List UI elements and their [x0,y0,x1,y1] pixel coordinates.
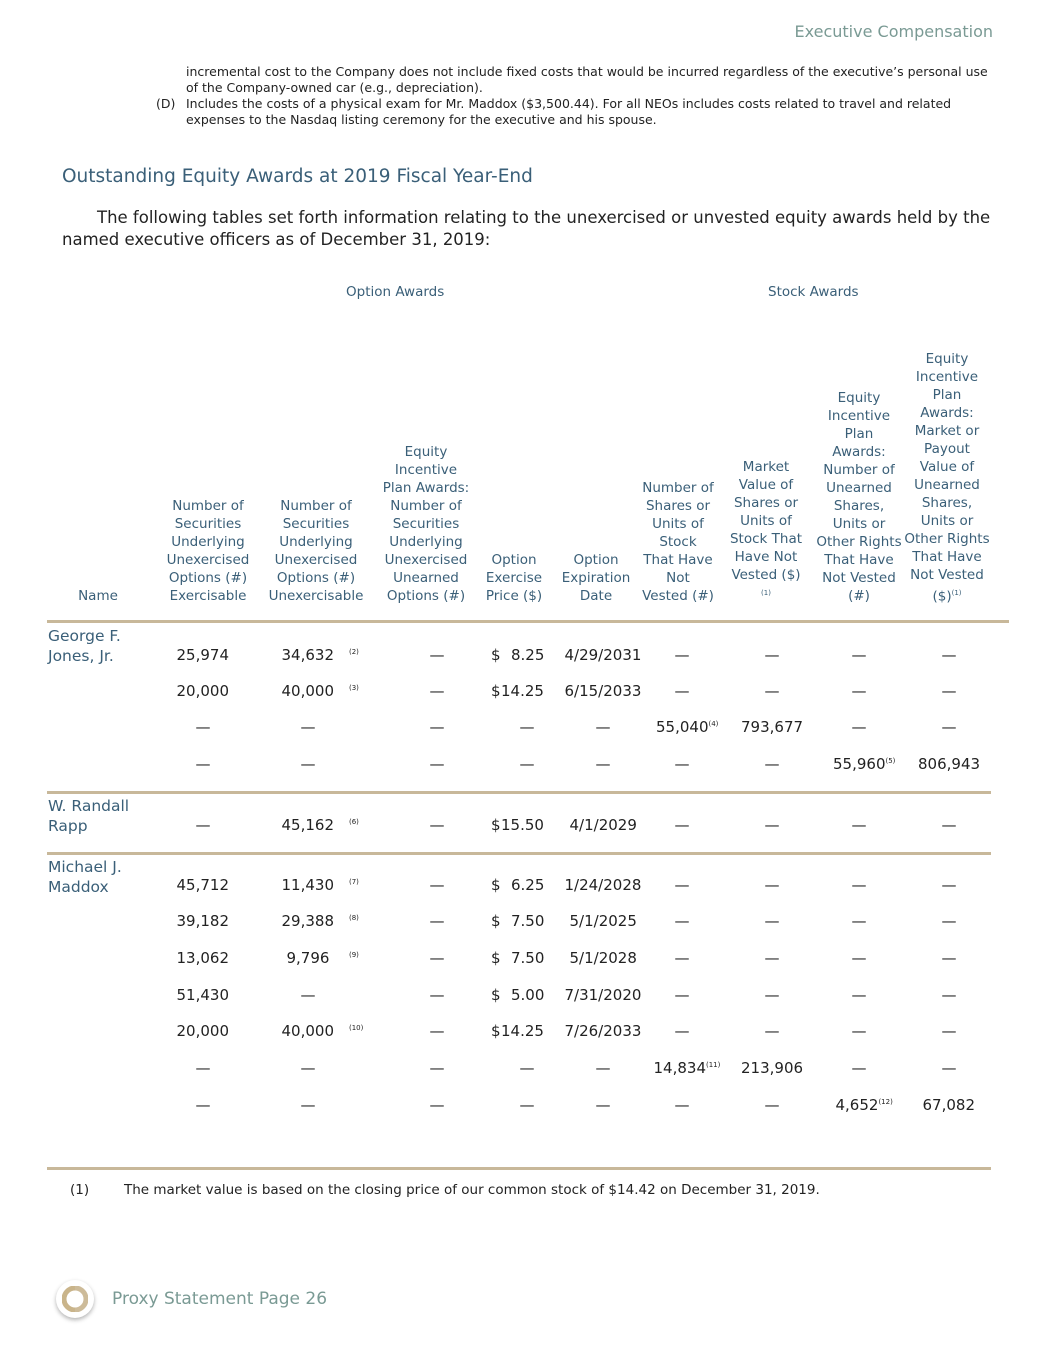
col-payout-value: Equity Incentive Plan Awards: Market or Payout Value of Unearned Shares, Units or Other Rights That Have Not Vested ($)$^{(1)}$ [904,350,990,604]
cell-payout-value: 806,943 [918,755,981,773]
cell-exercise-price: 8.25 [511,646,545,664]
cell-exercise-price: — [519,1059,535,1077]
running-header: Executive Compensation [794,22,993,41]
cell-expiration-date: — [595,718,611,736]
cell-payout-value: — [941,876,957,894]
cell-market-value: — [764,646,780,664]
cell-unearned-shares: 4,652$^{(12)}$ [835,1096,893,1114]
cell-market-value: — [764,755,780,773]
cell-exercisable: — [195,755,211,773]
cell-payout-value: — [941,912,957,930]
officer-name: Michael J. Maddox [48,858,122,896]
cell-market-value: — [764,876,780,894]
cell-exercisable: 45,712 [176,876,229,894]
top-footnotes [156,64,996,128]
footnote-continuation: incremental cost to the Company does not include fixed costs that would be incurred regardless of the executive’s personal use of the Company-owned car (e.g., depreciation). [186,64,988,95]
cell-unearned-options: — [429,949,445,967]
col-unearned-shares: Equity Incentive Plan Awards: Number of Unearned Shares, Units or Other Rights That Have Not Vested (#) [816,390,902,604]
cell-unearned-shares: 55,960$^{(5)}$ [833,755,896,773]
cell-market-value: — [764,986,780,1004]
cell-exercise-price: 14.25 [501,1022,544,1040]
cell-payout-value: — [941,682,957,700]
cell-shares-not-vested: — [674,1022,690,1040]
col-name: Name [78,588,118,604]
cell-shares-not-vested: — [674,876,690,894]
cell-market-value: — [764,816,780,834]
cell-unearned-shares: — [851,718,867,736]
cell-exercisable: 20,000 [176,682,229,700]
cell-unearned-options: — [429,646,445,664]
cell-unearned-shares: — [851,949,867,967]
cell-currency-symbol: $ [491,986,501,1004]
col-exercise-price: Option Exercise Price ($) [485,552,543,604]
cell-exercisable: 13,062 [176,949,229,967]
cell-unearned-options: — [429,718,445,736]
cell-exercisable: 25,974 [176,646,229,664]
cell-unearned-options: — [429,682,445,700]
cell-unearned-shares: — [851,986,867,1004]
cell-market-value: 213,906 [741,1059,804,1077]
section-title: Outstanding Equity Awards at 2019 Fiscal Year-End [62,166,533,187]
table-bottom-rule [47,1167,991,1170]
cell-currency-symbol: $ [491,912,501,930]
cell-exercisable: 39,182 [176,912,229,930]
col-market-value: Market Value of Shares or Units of Stock That Have Not Vested ($)$^{(1)}$ [729,458,803,597]
footnote-ref: (11) [706,1061,721,1069]
footnote-1-text: The market value is based on the closing price of our common stock of $14.42 on December 31, 2019. [124,1182,820,1198]
cell-exercise-price: — [519,755,535,773]
cell-unearned-options: — [429,876,445,894]
cell-unearned-shares: — [851,816,867,834]
cell-currency-symbol: $ [491,949,501,967]
footnote-ref: (12) [878,1098,893,1106]
cell-payout-value: — [941,718,957,736]
cell-unearned-shares: — [851,876,867,894]
cell-unexercisable: 29,388 [281,912,334,930]
cell-shares-not-vested: — [674,912,690,930]
cell-currency-symbol: $ [491,646,501,664]
cell-payout-value: 67,082 [922,1096,975,1114]
cell-market-value: — [764,1096,780,1114]
cell-unexercisable: — [300,718,316,736]
row-divider [47,852,991,855]
cell-market-value: 793,677 [741,718,804,736]
officer-name: George F. Jones, Jr. [48,627,121,665]
footnote-ref: (10) [349,1024,364,1032]
cell-payout-value: — [941,949,957,967]
cell-unexercisable: 11,430 [281,876,334,894]
cell-expiration-date: 1/24/2028 [564,876,642,894]
cell-unexercisable: — [300,755,316,773]
cell-unearned-shares: — [851,1022,867,1040]
cell-unexercisable: — [300,1059,316,1077]
cell-unearned-options: — [429,816,445,834]
officer-name: W. Randall Rapp [48,797,130,835]
cell-unexercisable: 40,000 [281,682,334,700]
cell-unexercisable: 9,796 [286,949,330,967]
cell-market-value: — [764,1022,780,1040]
row-divider [47,791,991,794]
cell-exercisable: 20,000 [176,1022,229,1040]
cell-unearned-options: — [429,912,445,930]
option-awards-header: Option Awards [346,284,445,300]
cell-exercise-price: 7.50 [511,949,545,967]
cell-exercise-price: 7.50 [511,912,545,930]
col-exercisable: Number of Securities Underlying Unexercised Options (#) Exercisable [166,498,250,604]
header-rule [47,620,1009,623]
cell-unearned-options: — [429,755,445,773]
cell-unearned-shares: — [851,646,867,664]
cell-unexercisable: — [300,1096,316,1114]
cell-market-value: — [764,682,780,700]
cell-unearned-shares: — [851,912,867,930]
cell-currency-symbol: $ [491,682,501,700]
cell-shares-not-vested: 55,040$^{(4)}$ [656,718,719,736]
cell-unearned-options: — [429,1059,445,1077]
cell-expiration-date: — [595,755,611,773]
cell-shares-not-vested: — [674,986,690,1004]
cell-shares-not-vested: 14,834$^{(11)}$ [653,1059,721,1077]
cell-unexercisable: 45,162 [281,816,334,834]
cell-expiration-date: 7/31/2020 [564,986,642,1004]
cell-currency-symbol: $ [491,816,501,834]
footnote-1-label: (1) [70,1182,90,1198]
col-shares-not-vested: Number of Shares or Units of Stock That Have Not Vested (#) [642,480,714,604]
cell-payout-value: — [941,1059,957,1077]
stock-awards-header: Stock Awards [768,284,859,300]
col-unexercisable: Number of Securities Underlying Unexercised Options (#) Unexercisable [268,498,364,604]
cell-shares-not-vested: — [674,1096,690,1114]
cell-expiration-date: 5/1/2025 [569,912,637,930]
cell-expiration-date: 5/1/2028 [569,949,637,967]
cell-unearned-options: — [429,986,445,1004]
cell-unearned-options: — [429,1096,445,1114]
cell-exercise-price: — [519,718,535,736]
footnote-ref: (8) [349,914,359,922]
cell-unearned-shares: — [851,682,867,700]
cell-unexercisable: — [300,986,316,1004]
cell-unexercisable: 40,000 [281,1022,334,1040]
cell-unearned-shares: — [851,1059,867,1077]
cell-expiration-date: 4/1/2029 [569,816,637,834]
cell-shares-not-vested: — [674,949,690,967]
footnote-ref: (5) [885,757,896,765]
cell-payout-value: — [941,816,957,834]
footer-page-label: Proxy Statement Page 26 [112,1289,328,1309]
cell-exercisable: — [195,816,211,834]
footnote-ref: (2) [349,648,359,656]
col-expiration-date: Option Expiration Date [561,552,631,604]
page-footer [56,1280,327,1318]
cell-payout-value: — [941,646,957,664]
cell-shares-not-vested: — [674,682,690,700]
cell-currency-symbol: $ [491,876,501,894]
cell-expiration-date: — [595,1059,611,1077]
footnote-d-label: (D) [156,96,176,111]
footnote-ref: (4) [708,720,719,728]
footnote-ref: (3) [349,684,359,692]
cell-exercise-price: 6.25 [511,876,545,894]
cell-exercise-price: — [519,1096,535,1114]
cell-unearned-options: — [429,1022,445,1040]
cell-payout-value: — [941,1022,957,1040]
cell-exercise-price: 14.25 [501,682,544,700]
footnote-ref: (6) [349,818,359,826]
col-unearned-options: Equity Incentive Plan Awards: Number of Securities Underlying Unexercised Unearned Options (#) [382,444,470,604]
cell-shares-not-vested: — [674,816,690,834]
cell-exercisable: 51,430 [176,986,229,1004]
cell-expiration-date: 7/26/2033 [564,1022,642,1040]
cell-exercisable: — [195,718,211,736]
cell-currency-symbol: $ [491,1022,501,1040]
cell-exercisable: — [195,1059,211,1077]
cell-exercise-price: 15.50 [501,816,544,834]
intro-paragraph: The following tables set forth information relating to the unexercised or unvested equity awards held by the named executive officers as of December 31, 2019: [62,208,991,249]
cell-shares-not-vested: — [674,646,690,664]
cell-expiration-date: 4/29/2031 [564,646,642,664]
cell-expiration-date: 6/15/2033 [564,682,642,700]
company-logo-icon [56,1280,94,1318]
cell-shares-not-vested: — [674,755,690,773]
cell-market-value: — [764,912,780,930]
footnote-d-text: Includes the costs of a physical exam for Mr. Maddox ($3,500.44). For all NEOs includes costs related to travel and related expenses to the Nasdaq listing ceremony for the executive and his spouse. [186,96,952,127]
footnote-ref: (9) [349,951,359,959]
cell-unexercisable: 34,632 [281,646,334,664]
cell-exercise-price: 5.00 [511,986,545,1004]
cell-market-value: — [764,949,780,967]
cell-payout-value: — [941,986,957,1004]
cell-exercisable: — [195,1096,211,1114]
footnote-ref: (7) [349,878,359,886]
cell-expiration-date: — [595,1096,611,1114]
